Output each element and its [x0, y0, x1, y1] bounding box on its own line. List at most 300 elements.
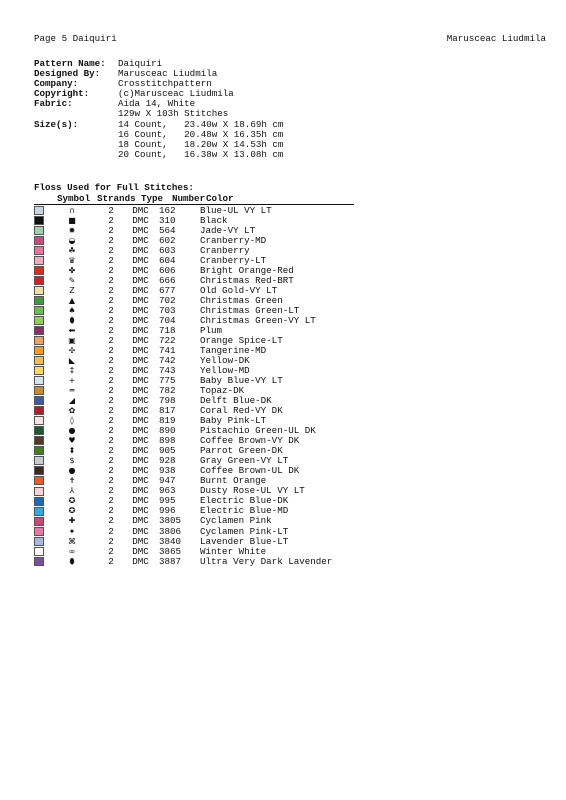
table-row: [34, 406, 354, 416]
info-label: Designed By:: [34, 68, 101, 80]
type-value: DMC: [132, 395, 149, 407]
type-value: DMC: [132, 555, 149, 567]
color-name: Christmas Green-VY LT: [200, 315, 316, 327]
stitch-symbol: ⅄: [69, 486, 75, 496]
strands-value: 2: [108, 535, 114, 547]
strands-value: 2: [108, 295, 114, 307]
table-row: [34, 266, 354, 276]
swatch-box: [34, 436, 44, 445]
strands-value: 2: [108, 235, 114, 247]
color-swatch: [34, 506, 47, 516]
floss-number: 606: [159, 265, 176, 277]
table-row: [34, 537, 354, 547]
floss-number: 743: [159, 365, 176, 377]
floss-number: 819: [159, 415, 176, 427]
table-row: [34, 226, 354, 236]
swatch-box: [34, 386, 44, 395]
swatch-box: [34, 527, 44, 536]
strands-value: 2: [108, 495, 114, 507]
table-row: [34, 396, 354, 406]
table-row: [34, 336, 354, 346]
floss-number: 564: [159, 225, 176, 237]
type-value: DMC: [132, 385, 149, 397]
type-value: DMC: [132, 475, 149, 487]
swatch-box: [34, 557, 44, 566]
color-name: Christmas Red-BRT: [200, 275, 294, 287]
type-value: DMC: [132, 465, 149, 477]
table-row: [34, 446, 354, 456]
type-value: DMC: [132, 515, 149, 527]
stitch-symbol: ✪: [68, 506, 76, 516]
table-row: [34, 246, 354, 256]
stitch-symbol: ♠: [68, 306, 76, 316]
type-value: DMC: [132, 345, 149, 357]
color-swatch: [34, 216, 47, 226]
color-name: Plum: [200, 325, 223, 337]
color-name: Burnt Orange: [200, 475, 267, 487]
swatch-box: [34, 376, 44, 385]
color-name: Topaz-DK: [200, 385, 245, 397]
floss-number: 3806: [159, 525, 182, 537]
color-name: Yellow-DK: [200, 355, 250, 367]
info-value: Crosstitchpattern: [118, 78, 212, 90]
stitch-symbol: ♥: [68, 436, 76, 446]
type-value: DMC: [132, 265, 149, 277]
color-name: Christmas Green: [200, 295, 283, 307]
type-value: DMC: [132, 415, 149, 427]
color-swatch: [34, 276, 47, 286]
stitch-symbol: ⬮: [69, 316, 75, 326]
stitch-symbol: ⬅: [68, 326, 76, 336]
swatch-box: [34, 517, 44, 526]
table-row: [34, 436, 354, 446]
floss-number: 963: [159, 485, 176, 497]
swatch-box: [34, 206, 44, 215]
color-swatch: [34, 406, 47, 416]
table-row: [34, 506, 354, 516]
color-name: Christmas Green-LT: [200, 305, 300, 317]
swatch-box: [34, 406, 44, 415]
color-name: Winter White: [200, 545, 267, 557]
color-name: Gray Green-VY LT: [200, 455, 289, 467]
floss-number: 995: [159, 495, 176, 507]
swatch-box: [34, 426, 44, 435]
floss-section-title: Floss Used for Full Stitches:: [34, 182, 194, 193]
stitch-symbol: ∞: [68, 546, 76, 556]
strands-value: 2: [108, 225, 114, 237]
color-name: Tangerine-MD: [200, 345, 267, 357]
floss-number: 604: [159, 255, 176, 267]
info-value: (c)Marusceac Liudmila: [118, 88, 234, 100]
symbol-column-header: Symbol: [57, 193, 91, 204]
strands-value: 2: [108, 215, 114, 227]
color-column-header: Color: [206, 193, 234, 204]
table-row: [34, 516, 354, 526]
table-row: [34, 476, 354, 486]
strands-value: 2: [108, 345, 114, 357]
info-label: [34, 130, 118, 140]
type-value: DMC: [132, 455, 149, 467]
swatch-box: [34, 366, 44, 375]
color-name: Coral Red-VY DK: [200, 405, 283, 417]
stitch-symbol: ∩: [69, 206, 75, 215]
swatch-box: [34, 266, 44, 275]
table-row: [34, 356, 354, 366]
swatch-column-header: [34, 194, 47, 204]
color-swatch: [34, 326, 47, 336]
type-value: DMC: [132, 525, 149, 537]
strands-value: 2: [108, 515, 114, 527]
color-name: Cyclamen Pink: [200, 515, 272, 527]
strands-value: 2: [108, 415, 114, 427]
stitch-symbol: ◒: [68, 236, 76, 246]
stitch-symbol: ◢: [68, 396, 76, 406]
swatch-box: [34, 276, 44, 285]
color-swatch: [34, 426, 47, 436]
swatch-box: [34, 497, 44, 506]
stitch-symbol: ✚: [68, 516, 76, 526]
strands-value: 2: [108, 545, 114, 557]
type-value: DMC: [132, 535, 149, 547]
swatch-box: [34, 226, 44, 235]
swatch-box: [34, 446, 44, 455]
floss-number: 602: [159, 235, 176, 247]
floss-number: 741: [159, 345, 176, 357]
strands-value: 2: [108, 245, 114, 257]
stitch-symbol: ✤: [68, 266, 76, 276]
page-header-author: Marusceac Liudmila: [446, 33, 546, 44]
strands-value: 2: [108, 385, 114, 397]
type-value: DMC: [132, 405, 149, 417]
color-name: Cranberry-MD: [200, 235, 267, 247]
color-swatch: [34, 456, 47, 466]
strands-value: 2: [108, 455, 114, 467]
color-swatch: [34, 476, 47, 486]
color-name: Baby Blue-VY LT: [200, 375, 283, 387]
strands-value: 2: [108, 285, 114, 297]
info-value: 16 Count, 20.48w X 16.35h cm: [118, 128, 284, 140]
page-header-title: Page 5 Daiquiri: [34, 33, 117, 44]
color-name: Old Gold-VY LT: [200, 285, 278, 297]
info-value: 18 Count, 18.20w X 14.53h cm: [118, 138, 284, 150]
type-column-header: Type: [141, 193, 164, 204]
color-swatch: [34, 226, 47, 236]
stitch-symbol: ✿: [68, 406, 76, 416]
swatch-box: [34, 547, 44, 556]
info-value: 20 Count, 16.38w X 13.08h cm: [118, 148, 284, 160]
table-row: [34, 366, 354, 376]
floss-number: 898: [159, 435, 176, 447]
floss-number: 938: [159, 465, 176, 477]
floss-number: 782: [159, 385, 176, 397]
table-row: [34, 426, 354, 436]
info-value: Daiquiri: [118, 58, 163, 69]
floss-number: 798: [159, 395, 176, 407]
type-value: DMC: [132, 435, 149, 447]
floss-number: 722: [159, 335, 176, 347]
floss-number: 666: [159, 275, 176, 287]
strands-value: 2: [108, 335, 114, 347]
color-swatch: [34, 366, 47, 376]
stitch-symbol: ▲: [68, 296, 76, 306]
floss-number: 310: [159, 215, 176, 227]
strands-value: 2: [108, 265, 114, 277]
type-value: DMC: [132, 495, 149, 507]
color-name: Blue-UL VY LT: [200, 205, 272, 216]
table-row: [34, 527, 354, 537]
floss-number: 890: [159, 425, 176, 437]
floss-table: [34, 194, 354, 567]
color-swatch: [34, 376, 47, 386]
stitch-symbol: ◣: [68, 356, 76, 366]
floss-number: 742: [159, 355, 176, 367]
table-row: [34, 326, 354, 336]
color-name: Jade-VY LT: [200, 225, 256, 237]
color-name: Coffee Brown-VY DK: [200, 435, 300, 447]
strands-value: 2: [108, 305, 114, 317]
type-value: DMC: [132, 365, 149, 377]
strands-value: 2: [108, 395, 114, 407]
stitch-symbol: Z: [69, 286, 75, 296]
type-value: DMC: [132, 255, 149, 267]
stitch-symbol: ♛: [68, 256, 76, 266]
color-name: Electric Blue-DK: [200, 495, 289, 507]
color-swatch: [34, 557, 47, 567]
strands-value: 2: [108, 485, 114, 497]
stitch-symbol: +: [68, 376, 76, 386]
info-value: Aida 14, White: [118, 98, 196, 110]
color-name: Black: [200, 215, 228, 227]
floss-number: 3805: [159, 515, 182, 527]
strands-value: 2: [108, 435, 114, 447]
info-label: Company:: [34, 78, 79, 90]
type-value: DMC: [132, 445, 149, 457]
info-value: Marusceac Liudmila: [118, 68, 218, 80]
color-swatch: [34, 527, 47, 537]
table-row: [34, 557, 354, 567]
strands-value: 2: [108, 325, 114, 337]
floss-number: 3840: [159, 535, 182, 547]
type-value: DMC: [132, 305, 149, 317]
stitch-symbol: ✝: [68, 476, 76, 486]
color-name: Pistachio Green-UL DK: [200, 425, 316, 437]
stitch-symbol: ⌘: [68, 536, 76, 546]
type-value: DMC: [132, 235, 149, 247]
type-value: DMC: [132, 375, 149, 387]
floss-number: 996: [159, 505, 176, 517]
color-swatch: [34, 396, 47, 406]
info-label: Copyright:: [34, 88, 90, 100]
color-swatch: [34, 416, 47, 426]
type-value: DMC: [132, 315, 149, 327]
color-swatch: [34, 466, 47, 476]
color-name: Electric Blue-MD: [200, 505, 289, 517]
table-row: [34, 316, 354, 326]
info-value: 129w X 103h Stitches: [118, 108, 229, 120]
swatch-box: [34, 336, 44, 345]
color-swatch: [34, 306, 47, 316]
table-row: [34, 456, 354, 466]
color-swatch: [34, 516, 47, 526]
table-row: [34, 346, 354, 356]
type-value: DMC: [132, 545, 149, 557]
stitch-symbol: ●: [68, 426, 76, 436]
table-row: [34, 286, 354, 296]
stitch-symbol: ⬍: [68, 446, 76, 456]
swatch-box: [34, 306, 44, 315]
table-row: [34, 236, 354, 246]
stitch-symbol: ▣: [68, 336, 76, 346]
type-value: DMC: [132, 355, 149, 367]
type-value: DMC: [132, 335, 149, 347]
swatch-box: [34, 487, 44, 496]
stitch-symbol: ✪: [68, 496, 76, 506]
stitch-symbol: ◊: [70, 416, 74, 426]
color-name: Orange Spice-LT: [200, 335, 283, 347]
type-value: DMC: [132, 325, 149, 337]
table-row: [34, 386, 354, 396]
strands-value: 2: [108, 555, 114, 567]
strands-value: 2: [108, 445, 114, 457]
swatch-box: [34, 466, 44, 475]
swatch-box: [34, 356, 44, 365]
strands-value: 2: [108, 425, 114, 437]
color-swatch: [34, 496, 47, 506]
color-swatch: [34, 356, 47, 366]
table-row: [34, 256, 354, 266]
swatch-box: [34, 476, 44, 485]
table-row: [34, 276, 354, 286]
swatch-box: [34, 236, 44, 245]
type-value: DMC: [132, 215, 149, 227]
color-name: Lavender Blue-LT: [200, 535, 289, 547]
floss-number: 703: [159, 305, 176, 317]
color-name: Bright Orange-Red: [200, 265, 294, 277]
color-swatch: [34, 336, 47, 346]
stitch-symbol: ✦: [68, 526, 76, 536]
swatch-box: [34, 316, 44, 325]
color-swatch: [34, 316, 47, 326]
table-row: [34, 296, 354, 306]
table-row: [34, 466, 354, 476]
stitch-symbol: ✣: [68, 346, 76, 356]
floss-number: 677: [159, 285, 176, 297]
strands-value: 2: [108, 375, 114, 387]
color-swatch: [34, 446, 47, 456]
stitch-symbol: ✹: [68, 226, 76, 236]
type-value: DMC: [132, 205, 149, 216]
strands-value: 2: [108, 205, 114, 216]
swatch-box: [34, 296, 44, 305]
color-swatch: [34, 346, 47, 356]
color-name: Yellow-MD: [200, 365, 250, 377]
info-row: [34, 150, 283, 160]
strands-value: 2: [108, 255, 114, 267]
color-name: Dusty Rose-UL VY LT: [200, 485, 305, 497]
type-value: DMC: [132, 245, 149, 257]
strands-value: 2: [108, 275, 114, 287]
floss-number: 603: [159, 245, 176, 257]
color-name: Coffee Brown-UL DK: [200, 465, 300, 477]
floss-number: 947: [159, 475, 176, 487]
color-swatch: [34, 236, 47, 246]
swatch-box: [34, 216, 44, 225]
strands-value: 2: [108, 405, 114, 417]
strands-value: 2: [108, 315, 114, 327]
type-value: DMC: [132, 275, 149, 287]
table-row: [34, 206, 354, 216]
info-label: Pattern Name:: [34, 58, 106, 69]
pattern-info: [34, 59, 283, 160]
floss-number: 775: [159, 375, 176, 387]
color-swatch: [34, 266, 47, 276]
info-label: [34, 150, 118, 160]
strands-column-header: Strands: [97, 193, 136, 204]
type-value: DMC: [132, 295, 149, 307]
color-swatch: [34, 256, 47, 266]
color-swatch: [34, 436, 47, 446]
type-value: DMC: [132, 485, 149, 497]
strands-value: 2: [108, 525, 114, 537]
swatch-box: [34, 537, 44, 546]
color-name: Ultra Very Dark Lavender: [200, 555, 333, 567]
swatch-box: [34, 346, 44, 355]
floss-number: 817: [159, 405, 176, 417]
color-swatch: [34, 206, 47, 216]
type-value: DMC: [132, 285, 149, 297]
type-value: DMC: [132, 225, 149, 237]
color-name: Parrot Green-DK: [200, 445, 283, 457]
strands-value: 2: [108, 365, 114, 377]
stitch-symbol: $: [69, 456, 75, 466]
stitch-symbol: ●: [68, 466, 76, 476]
color-name: Cranberry-LT: [200, 255, 267, 267]
color-name: Cranberry: [200, 245, 250, 257]
type-value: DMC: [132, 425, 149, 437]
stitch-symbol: ✎: [68, 276, 76, 286]
stitch-symbol: ■: [68, 216, 76, 226]
swatch-box: [34, 416, 44, 425]
color-swatch: [34, 486, 47, 496]
floss-number: 3865: [159, 545, 182, 557]
swatch-box: [34, 456, 44, 465]
swatch-box: [34, 256, 44, 265]
info-label: Fabric:: [34, 98, 73, 110]
header-rule: [34, 204, 354, 205]
stitch-symbol: ↕: [68, 366, 76, 376]
swatch-box: [34, 246, 44, 255]
swatch-box: [34, 326, 44, 335]
color-swatch: [34, 296, 47, 306]
info-label: Size(s):: [34, 118, 79, 130]
stitch-symbol: ☘: [68, 246, 76, 256]
color-name: Cyclamen Pink-LT: [200, 525, 289, 537]
swatch-box: [34, 507, 44, 516]
strands-value: 2: [108, 355, 114, 367]
color-swatch: [34, 547, 47, 557]
color-swatch: [34, 537, 47, 547]
table-row: [34, 496, 354, 506]
color-swatch: [34, 386, 47, 396]
floss-number: 702: [159, 295, 176, 307]
swatch-box: [34, 286, 44, 295]
color-swatch: [34, 246, 47, 256]
table-row: [34, 486, 354, 496]
floss-number: 162: [159, 205, 176, 216]
type-value: DMC: [132, 505, 149, 517]
table-row: [34, 376, 354, 386]
floss-number: 3887: [159, 555, 182, 567]
